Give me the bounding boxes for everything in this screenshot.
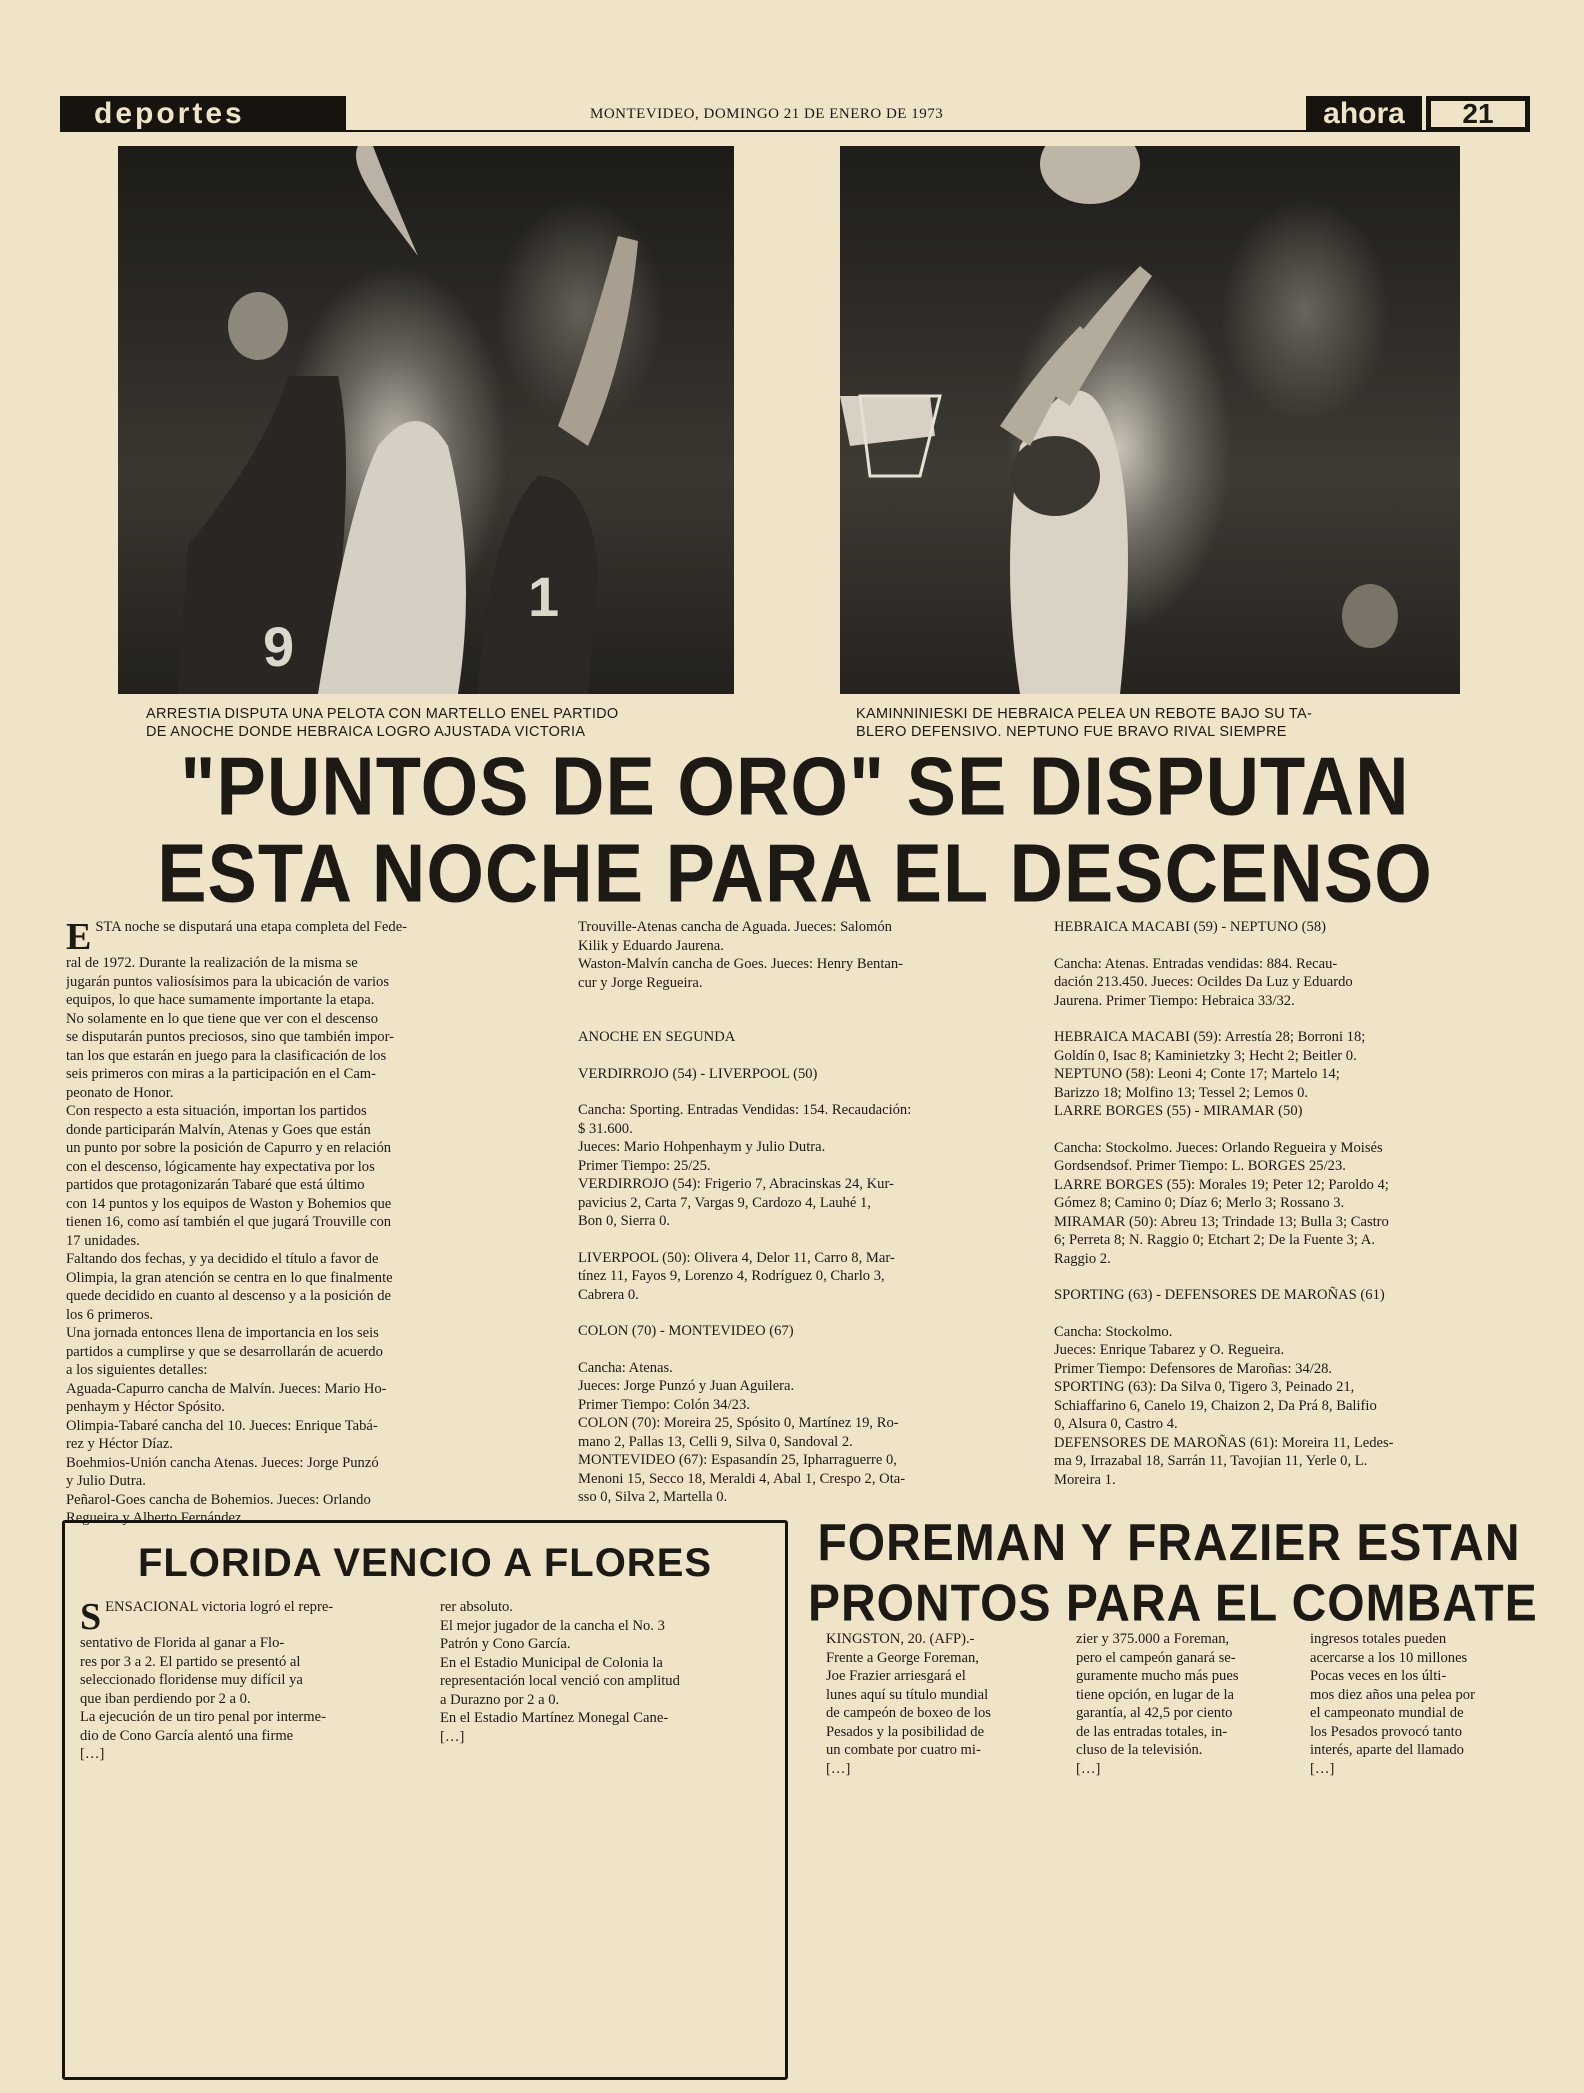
line-text: Olimpia, la gran atención se centra en lo que finalmente <box>66 1269 393 1286</box>
text-line <box>1054 1323 1524 1342</box>
text-line <box>80 1671 410 1690</box>
text-line <box>1054 955 1524 974</box>
foreman-column-3 <box>1310 1630 1526 1778</box>
line-text: equipos, lo que hace sumamente importante la etapa. <box>66 992 375 1008</box>
text-line <box>578 1175 1038 1194</box>
line-text: DEFENSORES DE MAROÑAS (61): Moreira 11, Ledes- <box>1054 1434 1394 1451</box>
line-text: Waston-Malvín cancha de Goes. Jueces: Henry Bentan- <box>578 956 904 972</box>
text-line <box>66 1417 536 1436</box>
line-gap <box>1054 1121 1524 1139</box>
line-gap <box>1054 937 1524 955</box>
caption-line: BLERO DEFENSIVO. NEPTUNO FUE BRAVO RIVAL SIEMPRE <box>856 724 1287 740</box>
text-line <box>578 937 1038 956</box>
text-line <box>66 1158 536 1177</box>
line-text: Goldín 0, Isac 8; Kaminietzky 3; Hecht 2; Beitler 0. <box>1054 1047 1357 1064</box>
line-gap <box>578 1047 1038 1065</box>
line-text: Regueira y Alberto Fernández. <box>66 1510 246 1526</box>
line-text: seleccionado floridense muy difícil ya <box>80 1672 303 1688</box>
text-line <box>66 1084 536 1103</box>
line-text: 0, Alsura 0, Castro 4. <box>1054 1416 1178 1432</box>
text-line <box>1054 918 1524 937</box>
florida-column-1 <box>80 1598 410 1764</box>
text-line <box>66 1380 536 1399</box>
line-text: de campeón de boxeo de los <box>826 1705 991 1721</box>
text-line <box>1054 973 1524 992</box>
text-line <box>1054 1471 1524 1490</box>
text-line <box>578 1322 1038 1341</box>
text-line <box>578 918 1038 937</box>
text-line <box>578 1377 1038 1396</box>
line-text: Boehmios-Unión cancha Atenas. Jueces: Jorge Punzó <box>66 1454 379 1471</box>
text-line <box>1310 1741 1526 1760</box>
line-text: un combate por cuatro mi- <box>826 1742 981 1758</box>
line-text: mos diez años una pelea por <box>1310 1686 1475 1703</box>
line-text: ma 9, Irrazabal 18, Sarrán 11, Tavojian 11, Yerle 0, L. <box>1054 1453 1368 1469</box>
line-text: $ 31.600. <box>578 1120 633 1137</box>
text-line <box>66 1065 536 1084</box>
line-text: SPORTING (63): Da Silva 0, Tigero 3, Peinado 21, <box>1054 1379 1355 1395</box>
text-line <box>440 1728 774 1747</box>
text-line <box>66 1232 536 1251</box>
line-text: Gordsendsof. Primer Tiempo: L. BORGES 25/23. <box>1054 1158 1346 1174</box>
line-text: seis primeros con miras a la participación en el Cam- <box>66 1066 377 1082</box>
photo-caption-left <box>146 705 746 741</box>
line-text: un punto por sobre la posición de Capurro y en relación <box>66 1140 392 1156</box>
line-text: mano 2, Pallas 13, Celli 9, Silva 0, Sandoval 2. <box>578 1433 853 1450</box>
caption-line: KAMINNINIESKI DE HEBRAICA PELEA UN REBOTE BAJO SU TA- <box>856 706 1313 722</box>
text-line <box>578 1212 1038 1231</box>
line-text: Cabrera 0. <box>578 1286 639 1303</box>
line-text: Barizzo 18; Molfino 13; Tessel 2; Lemos 0. <box>1054 1084 1309 1101</box>
drop-cap: S <box>80 1598 102 1634</box>
text-line <box>578 1433 1038 1452</box>
text-line <box>1076 1760 1296 1779</box>
line-text: con 14 puntos y los equipos de Waston y Bohemios que <box>66 1195 392 1212</box>
line-gap <box>578 1304 1038 1322</box>
line-text: los Pesados provocó tanto <box>1310 1723 1463 1740</box>
line-text: Cancha: Atenas. <box>578 1359 673 1376</box>
line-text: Pesados y la posibilidad de <box>826 1723 985 1740</box>
text-line <box>1310 1649 1526 1668</box>
text-line <box>440 1654 774 1673</box>
text-line <box>578 1249 1038 1268</box>
text-line <box>1310 1760 1526 1779</box>
line-text: con el descenso, lógicamente hay expectativa por los <box>66 1158 375 1175</box>
text-line <box>66 918 536 954</box>
line-text: Menoni 15, Secco 18, Meraldi 4, Abal 1, Crespo 2, Ota- <box>578 1470 906 1487</box>
caption-line: ARRESTIA DISPUTA UNA PELOTA CON MARTELLO ENEL PARTIDO <box>146 706 619 722</box>
headline-line: "PUNTOS DE ORO" SE DISPUTAN <box>180 739 1410 833</box>
text-line <box>66 1398 536 1417</box>
text-line <box>66 991 536 1010</box>
headline-line: ESTA NOCHE PARA EL DESCENSO <box>157 826 1433 920</box>
line-text: No solamente en lo que tiene que ver con el descenso <box>66 1010 379 1027</box>
text-line <box>66 1343 536 1362</box>
line-text: Patrón y Cono García. <box>440 1636 571 1652</box>
text-line <box>1054 1434 1524 1453</box>
line-text: La ejecución de un tiro penal por interme- <box>80 1709 326 1725</box>
text-line <box>66 1454 536 1473</box>
line-text: tínez 11, Fayos 9, Lorenzo 4, Rodríguez 0, Charlo 3, <box>578 1268 885 1284</box>
text-line <box>1054 1231 1524 1250</box>
line-text: HEBRAICA MACABI (59): Arrestía 28; Borroni 18; <box>1054 1029 1366 1045</box>
line-text: COLON (70): Moreira 25, Spósito 0, Martínez 19, Ro- <box>578 1415 899 1431</box>
text-line <box>1054 1102 1524 1121</box>
line-text: LARRE BORGES (55): Morales 19; Peter 12; Paroldo 4; <box>1054 1176 1389 1193</box>
line-text: Jueces: Jorge Punzó y Juan Aguilera. <box>578 1378 795 1394</box>
text-line <box>1310 1667 1526 1686</box>
line-text: rez y Héctor Díaz. <box>66 1436 173 1452</box>
line-text: Frente a George Foreman, <box>826 1649 979 1666</box>
text-line <box>440 1691 774 1710</box>
line-text: NEPTUNO (58): Leoni 4; Conte 17; Martelo 14; <box>1054 1066 1340 1082</box>
text-line <box>1054 1397 1524 1416</box>
svg-text:9: 9 <box>263 615 295 678</box>
line-text: representación local venció con amplitud <box>440 1673 680 1689</box>
line-text: Primer Tiempo: Defensores de Maroñas: 34/28. <box>1054 1360 1333 1377</box>
line-text: acercarse a los 10 millones <box>1310 1649 1468 1666</box>
headline-line: PRONTOS PARA EL COMBATE <box>808 1575 1538 1633</box>
line-text: Moreira 1. <box>1054 1471 1116 1488</box>
text-line <box>1054 1213 1524 1232</box>
line-text: interés, aparte del llamado <box>1310 1742 1464 1758</box>
line-text: Bon 0, Sierra 0. <box>578 1213 671 1229</box>
text-line <box>66 1250 536 1269</box>
foreman-headline <box>808 1514 1538 1635</box>
line-text: […] <box>1076 1760 1101 1777</box>
text-line <box>826 1649 1048 1668</box>
line-text: ENSACIONAL victoria logró el repre- <box>105 1599 334 1615</box>
text-line <box>66 1287 536 1306</box>
line-text: […] <box>440 1728 465 1745</box>
line-text: pavicius 2, Carta 7, Vargas 9, Cardozo 4, Lauhé 1, <box>578 1194 871 1211</box>
line-text: Jaurena. Primer Tiempo: Hebraica 33/32. <box>1054 992 1295 1009</box>
line-text: y Julio Dutra. <box>66 1473 146 1489</box>
text-line <box>578 1120 1038 1139</box>
line-text: a Durazno por 2 a 0. <box>440 1691 560 1708</box>
photo-arrestia-martello <box>118 146 734 694</box>
line-text: Cancha: Stockolmo. <box>1054 1323 1173 1340</box>
line-text: partidos que protagonizarán Tabaré que está último <box>66 1177 365 1193</box>
text-line <box>1054 1065 1524 1084</box>
line-text: que iban perdiendo por 2 a 0. <box>80 1690 251 1707</box>
text-line <box>578 1028 1038 1047</box>
text-line <box>1054 1139 1524 1158</box>
text-line <box>80 1727 410 1746</box>
line-text: LIVERPOOL (50): Olivera 4, Delor 11, Carro 8, Mar- <box>578 1249 895 1266</box>
text-line <box>1054 1341 1524 1360</box>
photo-caption-right <box>856 705 1476 741</box>
line-gap <box>1054 1268 1524 1286</box>
text-line <box>66 1176 536 1195</box>
line-text: Primer Tiempo: 25/25. <box>578 1157 711 1174</box>
text-line <box>80 1708 410 1727</box>
line-text: el campeonato mundial de <box>1310 1705 1464 1721</box>
newspaper-name: ahora <box>1306 96 1422 132</box>
text-line <box>1054 1360 1524 1379</box>
line-text: a los siguientes detalles: <box>66 1362 208 1378</box>
line-text: El mejor jugador de la cancha el No. 3 <box>440 1617 665 1634</box>
text-line <box>66 1269 536 1288</box>
line-text: sentativo de Florida al ganar a Flo- <box>80 1635 285 1651</box>
line-text: quede decidido en cuanto al descenso y a la posición de <box>66 1288 392 1304</box>
text-line <box>80 1653 410 1672</box>
text-line <box>1054 1157 1524 1176</box>
line-text: jugarán puntos valiosísimos para la ubicación de varios <box>66 973 390 990</box>
text-line <box>66 1213 536 1232</box>
line-text: STA noche se disputará una etapa completa del Fede- <box>95 919 408 935</box>
line-text: […] <box>826 1760 851 1777</box>
text-line <box>578 1286 1038 1305</box>
text-line <box>1054 1028 1524 1047</box>
line-text: ANOCHE EN SEGUNDA <box>578 1029 736 1045</box>
text-line <box>1310 1630 1526 1649</box>
line-text: Raggio 2. <box>1054 1250 1111 1267</box>
text-line <box>578 955 1038 974</box>
text-line <box>578 1359 1038 1378</box>
text-line <box>1054 992 1524 1011</box>
line-gap <box>578 1083 1038 1101</box>
text-line <box>1076 1686 1296 1705</box>
line-text: lunes aquí su título mundial <box>826 1686 989 1703</box>
line-text: Kilik y Eduardo Jaurena. <box>578 937 724 954</box>
text-line <box>66 1102 536 1121</box>
line-text: 6; Perreta 8; N. Raggio 0; Etchart 2; De la Fuente 3; A. <box>1054 1232 1375 1248</box>
text-line <box>1054 1176 1524 1195</box>
line-gap <box>1054 1305 1524 1323</box>
text-line <box>826 1686 1048 1705</box>
line-gap <box>578 1341 1038 1359</box>
line-text: Cancha: Stockolmo. Jueces: Orlando Regueira y Moisés <box>1054 1139 1383 1156</box>
line-text: donde participarán Malvín, Atenas y Goes que están <box>66 1121 371 1138</box>
text-line <box>1076 1649 1296 1668</box>
line-text: Pocas veces en los últi- <box>1310 1668 1447 1684</box>
text-line <box>578 974 1038 993</box>
text-line <box>826 1630 1048 1649</box>
line-text: Con respecto a esta situación, importan los partidos <box>66 1103 367 1119</box>
drop-cap: E <box>66 918 92 954</box>
text-line <box>440 1598 774 1617</box>
text-line <box>80 1634 410 1653</box>
page-number: 21 <box>1426 96 1530 132</box>
line-text: tienen 16, como así también el que jugará Trouville con <box>66 1214 392 1230</box>
text-line <box>440 1709 774 1728</box>
text-line <box>1076 1741 1296 1760</box>
text-line <box>826 1760 1048 1779</box>
line-text: penhaym y Héctor Spósito. <box>66 1399 225 1415</box>
text-line <box>578 1414 1038 1433</box>
line-text: ingresos totales pueden <box>1310 1631 1447 1647</box>
line-text: Una jornada entonces llena de importancia en los seis <box>66 1325 379 1341</box>
line-gap <box>1054 1010 1524 1028</box>
line-text: Joe Frazier arriesgará el <box>826 1668 966 1684</box>
text-line <box>66 1435 536 1454</box>
text-line <box>66 1028 536 1047</box>
text-line <box>1076 1630 1296 1649</box>
line-text: VERDIRROJO (54) - LIVERPOOL (50) <box>578 1065 818 1082</box>
line-text: guramente mucho más pues <box>1076 1668 1239 1684</box>
text-line <box>826 1667 1048 1686</box>
line-text: LARRE BORGES (55) - MIRAMAR (50) <box>1054 1103 1303 1119</box>
text-line <box>1076 1667 1296 1686</box>
line-text: 17 unidades. <box>66 1232 140 1249</box>
line-gap <box>578 1010 1038 1028</box>
text-line <box>1076 1704 1296 1723</box>
line-text: los 6 primeros. <box>66 1306 154 1323</box>
text-line <box>578 1194 1038 1213</box>
article-column-2 <box>578 918 1038 1507</box>
text-line <box>1054 1415 1524 1434</box>
line-text: Gómez 8; Camino 0; Díaz 6; Merlo 3; Rossano 3. <box>1054 1195 1345 1211</box>
article-column-3 <box>1054 918 1524 1489</box>
line-text: MONTEVIDEO (67): Espasandín 25, Ipharraguerre 0, <box>578 1452 897 1468</box>
line-text: cur y Jorge Regueira. <box>578 974 703 991</box>
line-text: Trouville-Atenas cancha de Aguada. Jueces: Salomón <box>578 919 892 935</box>
text-line <box>1054 1452 1524 1471</box>
text-line <box>826 1741 1048 1760</box>
line-text: Cancha: Sporting. Entradas Vendidas: 154. Recaudación: <box>578 1102 912 1118</box>
text-line <box>578 1267 1038 1286</box>
text-line <box>80 1745 410 1764</box>
line-gap <box>578 1231 1038 1249</box>
article-column-1 <box>66 918 536 1528</box>
line-text: dación 213.450. Jueces: Ocildes Da Luz y Eduardo <box>1054 974 1353 990</box>
line-text: peonato de Honor. <box>66 1084 174 1101</box>
text-line <box>1054 1250 1524 1269</box>
text-line <box>1054 1194 1524 1213</box>
text-line <box>826 1723 1048 1742</box>
line-text: En el Estadio Martínez Monegal Cane- <box>440 1710 669 1726</box>
text-line <box>578 1101 1038 1120</box>
line-text: partidos a cumplirse y que se desarrollarán de acuerdo <box>66 1343 383 1360</box>
text-line <box>578 1065 1038 1084</box>
text-line <box>578 1470 1038 1489</box>
line-text: ral de 1972. Durante la realización de la misma se <box>66 955 358 971</box>
line-text: tiene opción, en lugar de la <box>1076 1686 1235 1703</box>
dateline: MONTEVIDEO, DOMINGO 21 DE ENERO DE 1973 <box>590 106 944 122</box>
caption-line: DE ANOCHE DONDE HEBRAICA LOGRO AJUSTADA VICTORIA <box>146 724 586 740</box>
line-text: pero el campeón ganará se- <box>1076 1649 1236 1666</box>
foreman-column-1 <box>826 1630 1048 1778</box>
line-gap <box>578 992 1038 1010</box>
section-tag: deportes <box>60 96 346 132</box>
line-text: Jueces: Enrique Tabarez y O. Regueira. <box>1054 1342 1285 1358</box>
text-line <box>1054 1047 1524 1066</box>
text-line <box>1310 1723 1526 1742</box>
line-text: se disputarán puntos preciosos, sino que también impor- <box>66 1029 395 1045</box>
line-text: sso 0, Silva 2, Martella 0. <box>578 1489 728 1505</box>
line-text: de las entradas totales, in- <box>1076 1723 1228 1740</box>
text-line <box>1076 1723 1296 1742</box>
line-text: garantía, al 42,5 por ciento <box>1076 1705 1233 1721</box>
foreman-column-2 <box>1076 1630 1296 1778</box>
line-text: […] <box>80 1746 105 1762</box>
text-line <box>440 1672 774 1691</box>
line-text: Peñarol-Goes cancha de Bohemios. Jueces: Orlando <box>66 1491 371 1508</box>
line-text: Olimpia-Tabaré cancha del 10. Jueces: Enrique Tabá- <box>66 1417 378 1434</box>
text-line <box>578 1451 1038 1470</box>
text-line <box>66 954 536 973</box>
text-line <box>66 1195 536 1214</box>
svg-text:1: 1 <box>528 565 560 628</box>
line-text: zier y 375.000 a Foreman, <box>1076 1631 1230 1647</box>
text-line <box>66 1121 536 1140</box>
text-line <box>578 1396 1038 1415</box>
text-line <box>66 1306 536 1325</box>
line-text: res por 3 a 2. El partido se presentó al <box>80 1653 301 1670</box>
text-line <box>66 1472 536 1491</box>
line-text: En el Estadio Municipal de Colonia la <box>440 1654 663 1671</box>
text-line <box>80 1690 410 1709</box>
text-line <box>66 1047 536 1066</box>
masthead-rule <box>60 130 1530 132</box>
photo-kamininieski-rebote <box>840 146 1460 694</box>
text-line <box>1310 1686 1526 1705</box>
text-line <box>66 1010 536 1029</box>
line-text: dio de Cono García alentó una firme <box>80 1727 294 1744</box>
line-text: KINGSTON, 20. (AFP).- <box>826 1631 975 1647</box>
text-line <box>1310 1704 1526 1723</box>
text-line <box>1054 1084 1524 1103</box>
text-line <box>66 1139 536 1158</box>
florida-column-2 <box>440 1598 774 1746</box>
line-text: Faltando dos fechas, y ya decidido el título a favor de <box>66 1251 379 1267</box>
text-line <box>578 1488 1038 1507</box>
line-text: cluso de la televisión. <box>1076 1742 1203 1758</box>
text-line <box>440 1635 774 1654</box>
text-line <box>66 1491 536 1510</box>
text-line <box>578 1138 1038 1157</box>
line-text: MIRAMAR (50): Abreu 13; Trindade 13; Bulla 3; Castro <box>1054 1213 1389 1230</box>
line-text: Cancha: Atenas. Entradas vendidas: 884. Recau- <box>1054 955 1338 972</box>
line-text: Jueces: Mario Hohpenhaym y Julio Dutra. <box>578 1139 826 1155</box>
text-line <box>66 1361 536 1380</box>
line-text: rer absoluto. <box>440 1599 513 1615</box>
text-line <box>66 1324 536 1343</box>
text-line <box>826 1704 1048 1723</box>
line-text: […] <box>1310 1760 1335 1777</box>
line-text: VERDIRROJO (54): Frigerio 7, Abracinskas 24, Kur- <box>578 1176 894 1192</box>
line-text: SPORTING (63) - DEFENSORES DE MAROÑAS (61) <box>1054 1287 1385 1303</box>
line-text: tan los que estarán en juego para la clasificación de los <box>66 1047 387 1064</box>
text-line <box>440 1617 774 1636</box>
text-line <box>1054 1286 1524 1305</box>
florida-headline: FLORIDA VENCIO A FLORES <box>137 1541 713 1585</box>
line-text: Aguada-Capurro cancha de Malvín. Jueces: Mario Ho- <box>66 1380 387 1397</box>
headline-line: FOREMAN Y FRAZIER ESTAN <box>817 1514 1521 1572</box>
line-text: Schiaffarino 6, Canelo 19, Chaizon 2, Da Prá 8, Balifio <box>1054 1397 1377 1414</box>
text-line <box>66 973 536 992</box>
main-headline <box>60 739 1530 920</box>
text-line <box>1054 1378 1524 1397</box>
text-line <box>80 1598 410 1634</box>
line-text: HEBRAICA MACABI (59) - NEPTUNO (58) <box>1054 919 1327 935</box>
line-text: Primer Tiempo: Colón 34/23. <box>578 1396 750 1413</box>
line-text: COLON (70) - MONTEVIDEO (67) <box>578 1323 794 1339</box>
text-line <box>578 1157 1038 1176</box>
